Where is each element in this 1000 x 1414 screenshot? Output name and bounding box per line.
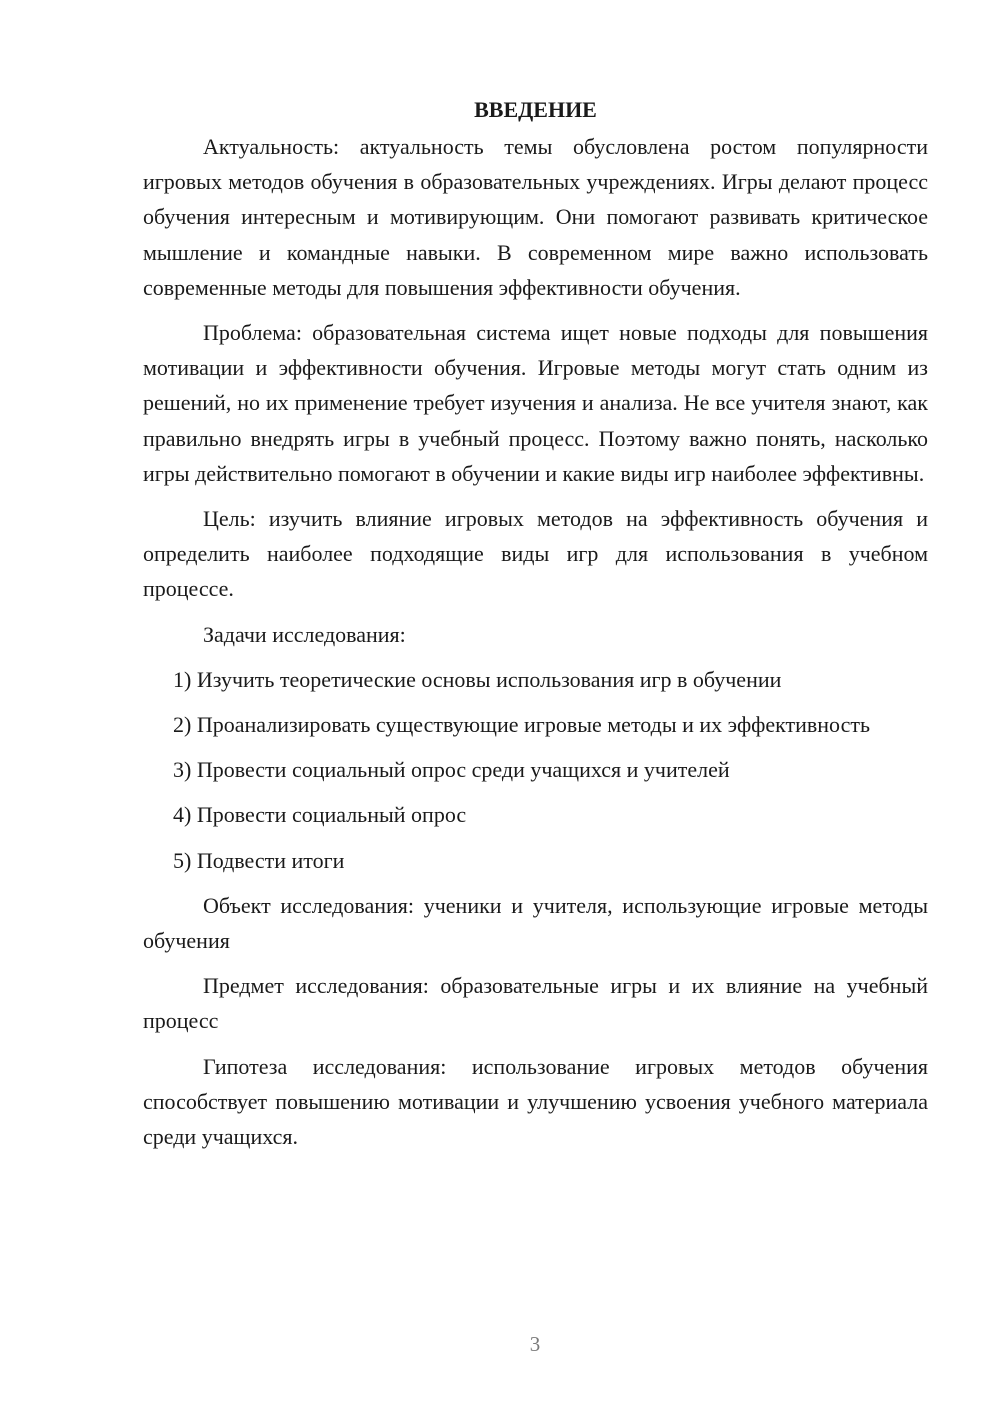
tasks-heading: Задачи исследования: (203, 621, 406, 647)
paragraph-problem: Проблема: образовательная система ищет новые подходы для повышения мотивации и эффективности обучения. Игровые методы могут стать одним из решений, но их применение требует изучения и анализа. Не все учителя знают, как правильно внедрять игры в учебный процесс. Поэтому важно понять, насколько игры действительно помогают в обучении и какие виды игр наиболее эффективны. (143, 320, 928, 486)
list-item: 3) Провести социальный опрос среди учащихся и учителей (173, 757, 730, 783)
list-item: 4) Провести социальный опрос (173, 802, 467, 828)
paragraph-object: Объект исследования: ученики и учителя, использующие игровые методы обучения (143, 892, 928, 954)
paragraph-goal: Цель: изучить влияние игровых методов на эффективность обучения и определить наиболее подходящие виды игр для использования в учебном процессе. (143, 506, 928, 602)
list-item: 2) Проанализировать существующие игровые методы и их эффективность (173, 712, 871, 738)
paragraph-subject: Предмет исследования: образовательные игры и их влияние на учебный процесс (143, 973, 928, 1034)
page-number: 3 (529, 1332, 541, 1356)
list-item: 5) Подвести итоги (173, 847, 345, 873)
document-page (143, 92, 928, 1164)
page-title: ВВЕДЕНИЕ (474, 97, 597, 122)
list-item: 1) Изучить теоретические основы использования игр в обучении (173, 666, 782, 692)
paragraph-hypothesis: Гипотеза исследования: использование игровых методов обучения способствует повышению мотивации и улучшению усвоения учебного материала среди учащихся. (143, 1053, 928, 1150)
paragraph-relevance: Актуальность: актуальность темы обусловлена ростом популярности игровых методов обучения в образовательных учреждениях. Игры делают процесс обучения интересным и мотивирующим. Они помогают развивать критическое мышление и командные навыки. В современном мире важно использовать современные методы для повышения эффективности обучения. (143, 134, 928, 300)
